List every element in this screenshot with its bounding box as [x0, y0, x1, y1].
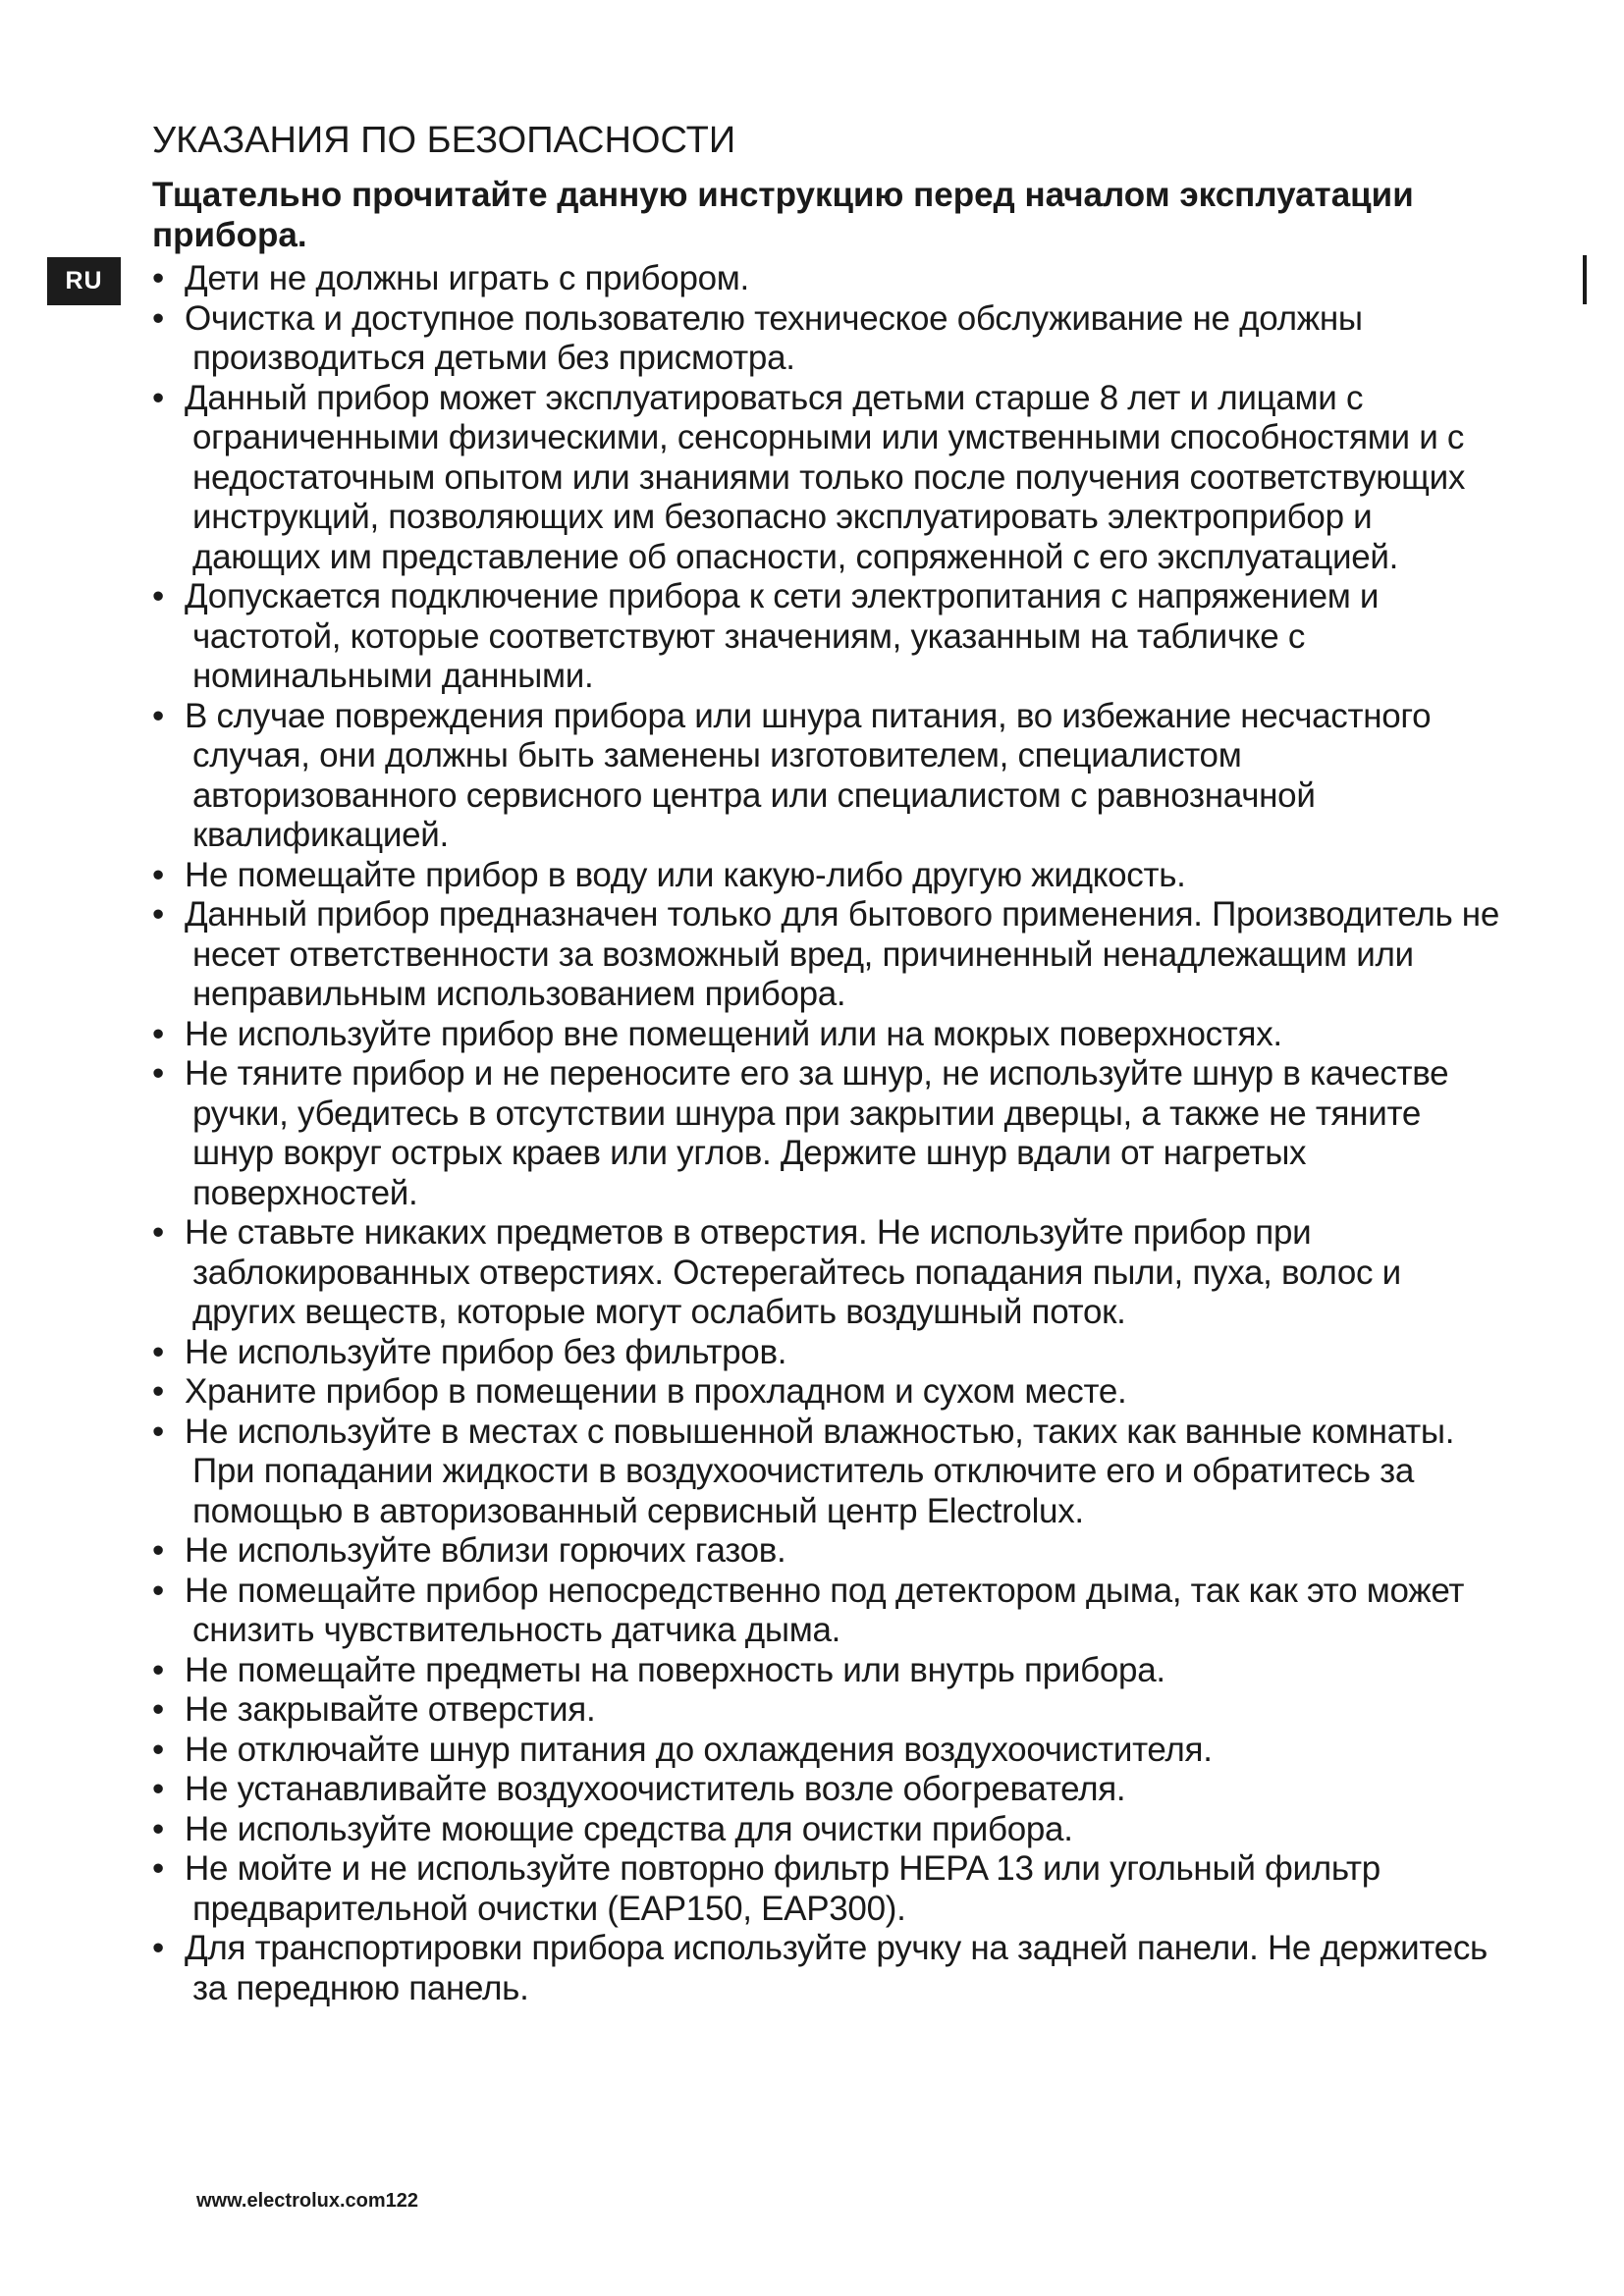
- list-item: [152, 895, 1507, 1015]
- list-item: [152, 299, 1507, 379]
- list-item: [152, 1572, 1507, 1651]
- list-item: [152, 697, 1507, 856]
- list-item-text: Не используйте прибор вне помещений или на мокрых поверхностях.: [185, 1014, 1282, 1053]
- bullet-icon: •: [152, 378, 164, 417]
- bullet-icon: •: [152, 1929, 164, 1967]
- list-item-text: Не закрывайте отверстия.: [185, 1690, 596, 1729]
- list-item-text: Не тяните прибор и не переносите его за шнур, не используйте шнур в качестве ручки, убедитесь в отсутствии шнура при закрытии дверцы, а также не тяните шнур вокруг острых краев или углов. Держите шнур вдали от нагретых поверхностей.: [185, 1054, 1449, 1212]
- bullet-icon: •: [152, 577, 164, 615]
- list-item: [152, 577, 1507, 697]
- list-item-text: Данный прибор может эксплуатироваться детьми старше 8 лет и лицами с ограниченными физическими, сенсорными или умственными способностями и с недостаточным опытом или знаниями только после получения соответствующих инструкций, позволяющих им безопасно эксплуатировать электроприбор и дающих им представление об опасности, сопряженной с его эксплуатацией.: [185, 378, 1466, 576]
- list-item-text: Не помещайте прибор в воду или какую-либо другую жидкость.: [185, 855, 1186, 894]
- bullet-icon: •: [152, 1809, 164, 1848]
- list-item: [152, 1770, 1507, 1810]
- bullet-icon: •: [152, 298, 164, 338]
- list-item-text: Не отключайте шнур питания до охлаждения воздухоочистителя.: [185, 1730, 1213, 1769]
- bullet-icon: •: [152, 1770, 164, 1808]
- safety-list: [152, 259, 1507, 2008]
- bullet-icon: •: [152, 1849, 164, 1888]
- section-title: УКАЗАНИЯ ПО БЕЗОПАСНОСТИ: [152, 120, 736, 161]
- list-item-text: Не ставьте никаких предметов в отверстия. Не используйте прибор при заблокированных отверстиях. Остерегайтесь попадания пыли, пуха, волос и других веществ, которые могут ослабить воздушный поток.: [185, 1213, 1401, 1331]
- list-item-text: Не используйте моющие средства для очистки прибора.: [185, 1809, 1073, 1848]
- list-item-text: Дети не должны играть с прибором.: [185, 259, 749, 297]
- list-item: [152, 259, 1507, 299]
- list-item-text: Не используйте в местах с повышенной влажностью, таких как ванные комнаты. При попадании жидкости в воздухоочиститель отключите его и обратитесь за помощью в авторизованный сервисный центр Electrolux.: [185, 1412, 1455, 1530]
- list-item: [152, 1213, 1507, 1333]
- list-item-text: Не используйте вблизи горючих газов.: [185, 1531, 786, 1570]
- list-item-text: Очистка и доступное пользователю техническое обслуживание не должны производиться детьми без присмотра.: [185, 298, 1363, 377]
- bullet-icon: •: [152, 1650, 164, 1689]
- bullet-icon: •: [152, 1531, 164, 1570]
- bullet-icon: •: [152, 696, 164, 735]
- bullet-icon: •: [152, 895, 164, 934]
- list-item: [152, 1413, 1507, 1532]
- bullet-icon: •: [152, 1014, 164, 1053]
- margin-marker-bar: [1583, 255, 1587, 304]
- list-item-text: Храните прибор в помещении в прохладном и сухом месте.: [185, 1372, 1127, 1411]
- list-item-text: Не помещайте прибор непосредственно под детектором дыма, так как это может снизить чувствительность датчика дыма.: [185, 1571, 1465, 1649]
- bullet-icon: •: [152, 1054, 164, 1093]
- list-item-text: В случае повреждения прибора или шнура питания, во избежание несчастного случая, они должны быть заменены изготовителем, специалистом авторизованного сервисного центра или специалистом с равнозначной квалификацией.: [185, 696, 1432, 854]
- list-item-text: Допускается подключение прибора к сети электропитания с напряжением и частотой, которые соответствуют значениям, указанным на табличке с номинальными данными.: [185, 577, 1380, 695]
- bullet-icon: •: [152, 1571, 164, 1610]
- list-item: [152, 1690, 1507, 1731]
- list-item-text: Данный прибор предназначен только для бытового применения. Производитель не несет ответственности за возможный вред, причиненный ненадлежащим или неправильным использованием прибора.: [185, 895, 1499, 1013]
- list-item-text: Не используйте прибор без фильтров.: [185, 1332, 787, 1371]
- list-item: [152, 1849, 1507, 1929]
- language-badge: RU: [47, 257, 121, 305]
- safety-instructions: [152, 118, 1507, 2008]
- bullet-icon: •: [152, 1730, 164, 1769]
- list-item: [152, 1054, 1507, 1213]
- list-item: [152, 1015, 1507, 1055]
- list-item: [152, 1651, 1507, 1691]
- list-item: [152, 1531, 1507, 1572]
- list-item: [152, 1333, 1507, 1373]
- bullet-icon: •: [152, 855, 164, 894]
- list-item: [152, 1731, 1507, 1771]
- list-item: [152, 1929, 1507, 2008]
- list-item: [152, 1372, 1507, 1413]
- bullet-icon: •: [152, 1332, 164, 1371]
- bullet-icon: •: [152, 1412, 164, 1451]
- bullet-icon: •: [152, 259, 164, 297]
- bullet-icon: •: [152, 1213, 164, 1252]
- bullet-icon: •: [152, 1372, 164, 1411]
- list-item-text: Не устанавливайте воздухоочиститель возле обогревателя.: [185, 1770, 1126, 1808]
- list-item-text: Не помещайте предметы на поверхность или внутрь прибора.: [185, 1650, 1165, 1689]
- list-item-text: Не мойте и не используйте повторно фильтр HEPA 13 или угольный фильтр предварительной очистки (EAP150, EAP300).: [185, 1849, 1380, 1928]
- list-item: [152, 856, 1507, 896]
- list-item-text: Для транспортировки прибора используйте ручку на задней панели. Не держитесь за переднюю панель.: [185, 1929, 1488, 2007]
- bullet-icon: •: [152, 1690, 164, 1729]
- footer-url: www.electrolux.com122: [196, 2190, 419, 2212]
- list-item: [152, 1810, 1507, 1850]
- list-item: [152, 379, 1507, 578]
- intro-warning: Тщательно прочитайте данную инструкцию перед началом эксплуатации прибора.: [152, 176, 1414, 254]
